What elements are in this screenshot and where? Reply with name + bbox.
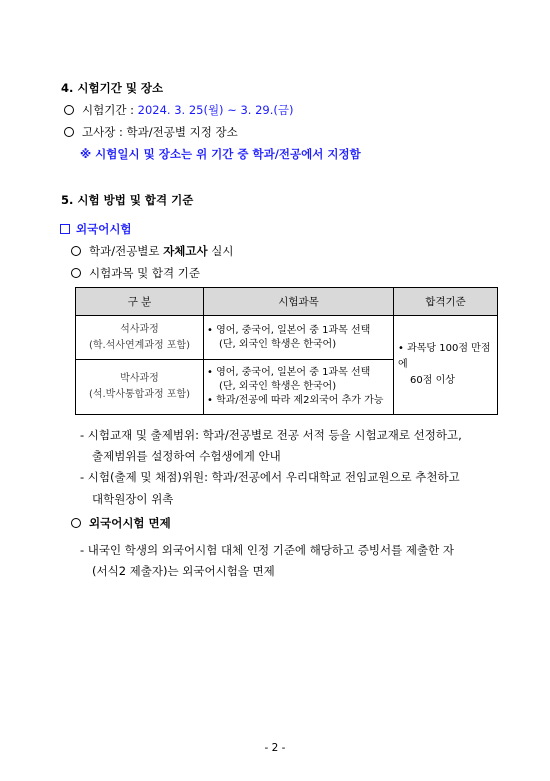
exam-criteria-table — [75, 287, 498, 415]
self-exam-suffix: 실시 — [207, 244, 234, 258]
self-exam-bold: 자체고사 — [163, 244, 208, 258]
foreign-language-exam-label: 외국어시험 — [76, 222, 132, 236]
foreign-language-exam-heading — [60, 221, 132, 237]
circle-bullet-icon — [71, 246, 81, 256]
table-row — [76, 316, 498, 360]
textbook-note-line2: 출제범위를 설정하여 수험생에게 안내 — [92, 449, 281, 463]
exemption-heading — [71, 515, 171, 531]
exam-period-label: 시험기간 : — [82, 103, 138, 117]
category-line: (석.박사통합과정 포함) — [88, 389, 191, 400]
square-bullet-icon — [60, 224, 70, 234]
page-number: - 2 - — [264, 742, 286, 754]
category-doctoral — [76, 360, 204, 415]
subject-masters — [204, 316, 394, 360]
criteria-line: 60점 이상 — [410, 375, 455, 386]
pass-criteria — [394, 316, 498, 415]
subject-line: • 학과/전공에 따라 제2외국어 추가 가능 — [207, 395, 384, 406]
committee-note-line2: 대학원장이 위촉 — [92, 492, 174, 506]
self-exam-item — [71, 243, 234, 259]
subject-line: • 영어, 중국어, 일본어 중 1과목 선택 — [207, 367, 371, 378]
committee-note-line1: - 시험(출제 및 채점)위원: 학과/전공에서 우리대학교 전임교원으로 추천하고 — [80, 470, 460, 484]
exemption-line1: - 내국인 학생의 외국어시험 대체 인정 기준에 해당하고 증빙서를 제출한 자 — [80, 543, 454, 557]
self-exam-prefix: 학과/전공별로 — [89, 244, 164, 258]
subject-doctoral — [204, 360, 394, 415]
textbook-note-line1: - 시험교재 및 출제범위: 학과/전공별로 전공 서적 등을 시험교재로 선정하고, — [80, 428, 462, 442]
table-header: 구 분 — [76, 288, 204, 316]
schedule-note: ※ 시험일시 및 장소는 위 기간 중 학과/전공에서 지정함 — [80, 147, 361, 161]
criteria-line: • 과목당 100점 만점에 — [398, 343, 491, 370]
category-line: (학.석사연계과정 포함) — [88, 339, 191, 351]
table-header-row — [76, 288, 498, 316]
circle-bullet-icon — [71, 268, 81, 278]
exemption-heading-text: 외국어시험 면제 — [89, 516, 171, 530]
section5-heading: 5. 시험 방법 및 합격 기준 — [61, 193, 194, 207]
category-line: 박사과정 — [120, 373, 159, 384]
section4-heading: 4. 시험기간 및 장소 — [61, 81, 164, 95]
circle-bullet-icon — [64, 127, 74, 137]
table-header: 합격기준 — [394, 288, 498, 316]
exam-period — [64, 102, 294, 118]
circle-bullet-icon — [64, 105, 74, 115]
exam-venue-text: 고사장 : 학과/전공별 지정 장소 — [82, 125, 238, 139]
subject-line: • 영어, 중국어, 일본어 중 1과목 선택 — [207, 324, 371, 336]
exam-venue — [64, 124, 238, 140]
category-line: 석사과정 — [120, 323, 159, 335]
table-header: 시험과목 — [204, 288, 394, 316]
exemption-line2: (서식2 제출자)는 외국어시험을 면제 — [92, 564, 275, 578]
category-masters — [76, 316, 204, 360]
circle-bullet-icon — [71, 518, 81, 528]
subjects-criteria-text: 시험과목 및 합격 기준 — [89, 266, 200, 280]
subject-line: (단, 외국인 학생은 한국어) — [219, 381, 337, 392]
subject-line: (단, 외국인 학생은 한국어) — [219, 338, 337, 350]
exam-period-value: 2024. 3. 25(월) ~ 3. 29.(금) — [137, 103, 294, 117]
subjects-criteria-item — [71, 265, 200, 281]
